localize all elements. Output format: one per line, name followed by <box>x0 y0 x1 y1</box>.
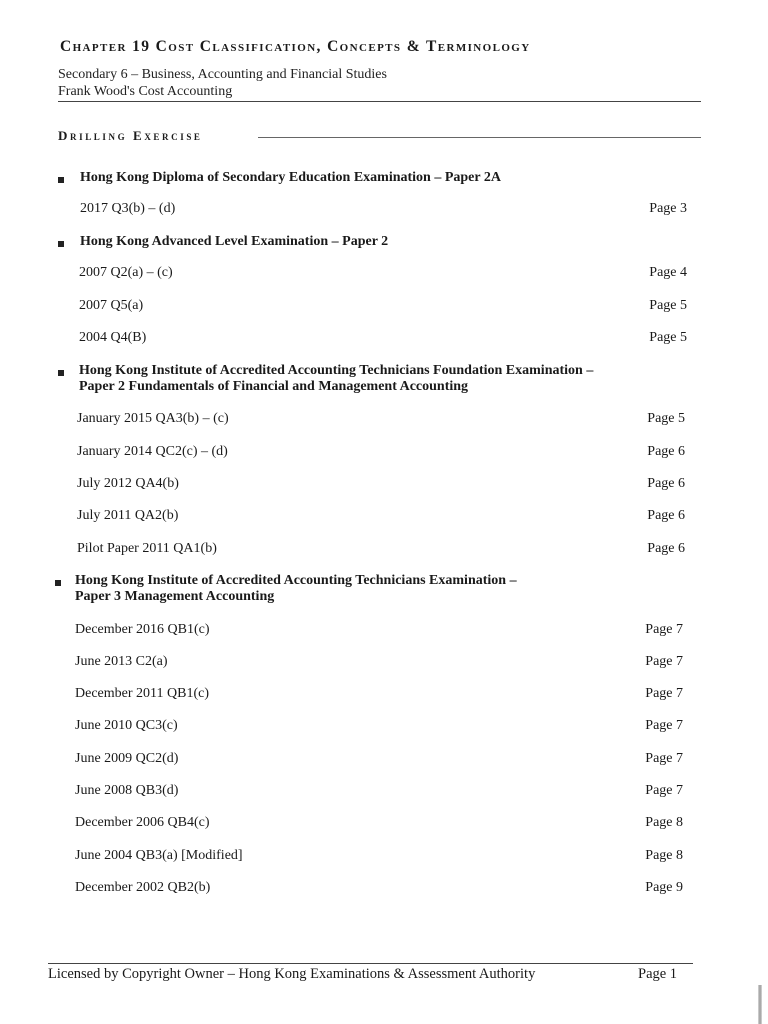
exercise-reference: June 2013 C2(a) <box>75 654 168 669</box>
exercise-page-number: Page 3 <box>649 201 687 216</box>
header-rule <box>58 101 701 102</box>
exercise-page-number: Page 4 <box>649 265 687 280</box>
exercise-reference: Pilot Paper 2011 QA1(b) <box>77 541 217 556</box>
exercise-reference: 2004 Q4(B) <box>79 330 147 345</box>
exam-group-title: Paper 2 Fundamentals of Financial and Management Accounting <box>79 379 469 394</box>
exercise-page-number: Page 5 <box>647 411 685 426</box>
scan-edge-mark <box>758 985 762 1024</box>
footer-license: Licensed by Copyright Owner – Hong Kong Examinations & Assessment Authority <box>48 966 536 982</box>
exam-group-title: Hong Kong Advanced Level Examination – Paper 2 <box>80 234 389 249</box>
bullet-icon <box>58 370 64 376</box>
exercise-page-number: Page 5 <box>649 298 687 313</box>
subject-line: Secondary 6 – Business, Accounting and Financial Studies <box>58 67 387 82</box>
exercise-page-number: Page 7 <box>645 622 683 637</box>
bullet-icon <box>55 580 61 586</box>
bullet-icon <box>58 177 64 183</box>
exercise-page-number: Page 6 <box>647 444 685 459</box>
bullet-icon <box>58 241 64 247</box>
exercise-page-number: Page 9 <box>645 880 683 895</box>
exercise-reference: June 2009 QC2(d) <box>75 751 179 766</box>
exercise-reference: December 2006 QB4(c) <box>75 815 210 830</box>
exercise-reference: June 2004 QB3(a) [Modified] <box>75 848 243 863</box>
exam-group-title: Hong Kong Institute of Accredited Accounting Technicians Foundation Examination – <box>79 363 594 378</box>
exercise-reference: January 2014 QC2(c) – (d) <box>77 444 228 459</box>
exercise-reference: June 2008 QB3(d) <box>75 783 179 798</box>
exercise-page-number: Page 6 <box>647 476 685 491</box>
exercise-page-number: Page 6 <box>647 541 685 556</box>
exercise-page-number: Page 7 <box>645 783 683 798</box>
exercise-reference: December 2002 QB2(b) <box>75 880 211 895</box>
exercise-page-number: Page 8 <box>645 848 683 863</box>
book-line: Frank Wood's Cost Accounting <box>58 84 233 99</box>
exercise-reference: June 2010 QC3(c) <box>75 718 178 733</box>
exam-group-title: Hong Kong Diploma of Secondary Education Examination – Paper 2A <box>80 170 501 185</box>
exercise-page-number: Page 7 <box>645 654 683 669</box>
exercise-reference: 2017 Q3(b) – (d) <box>80 201 176 216</box>
footer-page-number: Page 1 <box>638 966 678 982</box>
chapter-title: Chapter 19 Cost Classification, Concepts & Terminology <box>60 38 531 55</box>
footer-rule <box>48 963 693 964</box>
exercise-reference: December 2011 QB1(c) <box>75 686 209 701</box>
exercise-page-number: Page 5 <box>649 330 687 345</box>
exercise-page-number: Page 7 <box>645 751 683 766</box>
exercise-page-number: Page 7 <box>645 718 683 733</box>
section-heading: Drilling Exercise <box>58 128 203 143</box>
exam-group-title: Hong Kong Institute of Accredited Accounting Technicians Examination – <box>75 573 517 588</box>
exercise-reference: July 2012 QA4(b) <box>77 476 179 491</box>
exercise-page-number: Page 7 <box>645 686 683 701</box>
exercise-page-number: Page 6 <box>647 508 685 523</box>
section-rule <box>258 137 701 138</box>
exercise-reference: 2007 Q5(a) <box>79 298 144 313</box>
exercise-page-number: Page 8 <box>645 815 683 830</box>
exercise-reference: December 2016 QB1(c) <box>75 622 210 637</box>
exercise-reference: July 2011 QA2(b) <box>77 508 179 523</box>
exercise-reference: January 2015 QA3(b) – (c) <box>77 411 229 426</box>
exam-group-title: Paper 3 Management Accounting <box>75 589 275 604</box>
exercise-reference: 2007 Q2(a) – (c) <box>79 265 173 280</box>
